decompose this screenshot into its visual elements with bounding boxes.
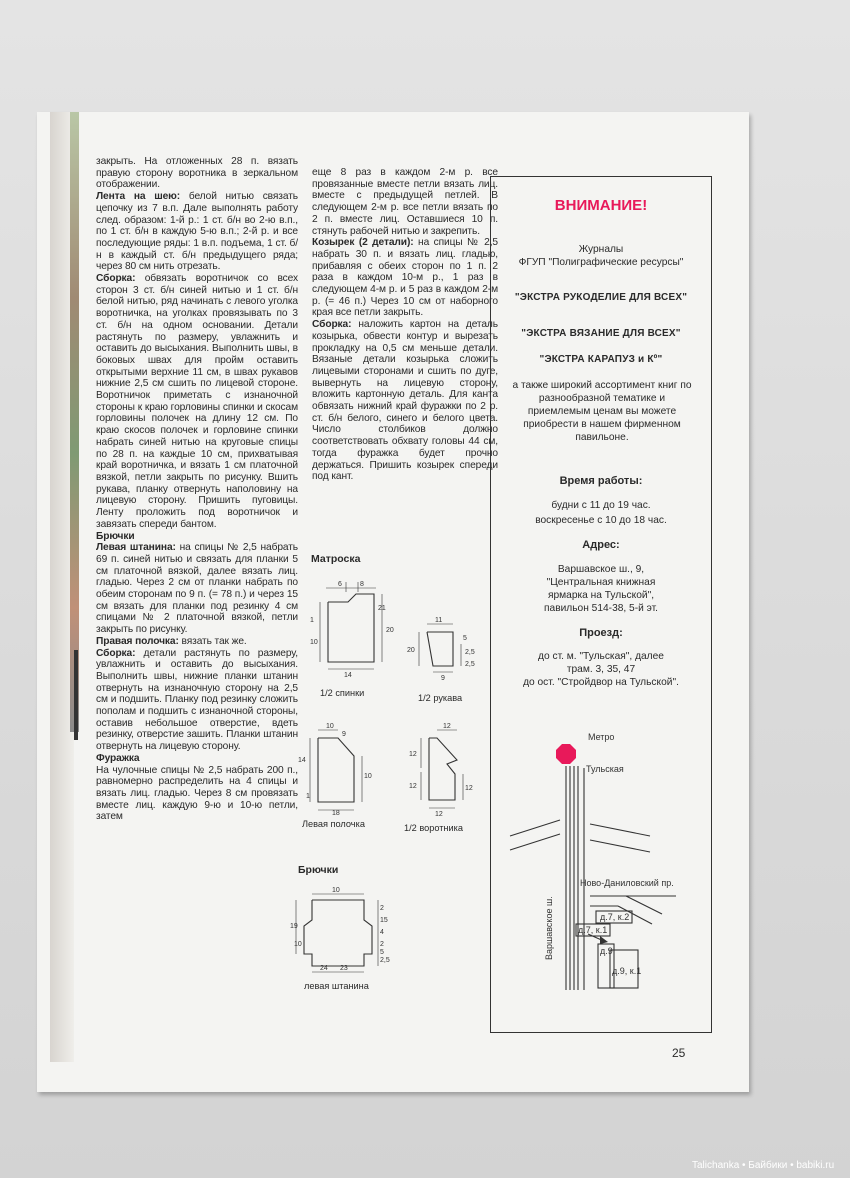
dim-label: 19: [290, 923, 298, 930]
dim-label: 10: [294, 941, 302, 948]
advert-headline: ВНИМАНИЕ!: [554, 197, 648, 214]
hours-weekdays: будни с 11 до 19 час.: [551, 500, 651, 511]
dim-label: 12: [435, 811, 443, 818]
magazine-title-2: "ЭКСТРА ВЯЗАНИЕ ДЛЯ ВСЕХ": [521, 328, 681, 339]
dim-label: 2,5: [380, 957, 390, 964]
pattern-spinka: [300, 574, 400, 684]
dim-label: 2,5: [465, 649, 475, 656]
map-building-label: д.9, к.1: [612, 966, 642, 976]
page-number: 25: [672, 1046, 686, 1060]
dim-label: 5: [380, 949, 384, 956]
map-arrow-icon: [600, 936, 608, 944]
address-line-2: "Центральная книжная ярмарка на Тульской",: [546, 577, 656, 601]
figure-title-bryuchki: Брючки: [298, 864, 339, 876]
binding-shadow: [74, 650, 78, 740]
dim-label: 14: [298, 757, 306, 764]
paragraph: Сборка: наложить картон на деталь козырька, обвести контур и вырезать прокладку на 0,5 см меньше детали. Вязаные детали козырька сложить лицевыми сторонами и сшить по дуге, вывернуть на лицевую сторону, вложить картонную деталь. Для канта обвязать нижний край фуражки по 2 р. ст. б/н белого, синего и белого цвета. Число столбиков должно соответствовать обхвату головы 44 см, тогда фуражка будет прочно держаться. Пришить козырек спереди под кант.: [312, 319, 498, 483]
paragraph: Сборка: детали растянуть по размеру, увлажнить и оставить до высыхания. Выполнить швы, нижние планки штанин отвернуть на изнаночную сторону на 2,5 см и подшить. Планку под резинку сложить пополам и подшить с изнаночной стороны, оставив небольшое отверстие, вдеть резинку, отверстие зашить. Планки штанин отвернуть на лицевую сторону.: [96, 647, 298, 753]
dim-label: 9: [441, 675, 445, 682]
dim-label: 11: [435, 617, 443, 624]
dim-label: 20: [386, 627, 394, 634]
dim-label: 1: [306, 793, 310, 800]
magazine-title-3: "ЭКСТРА КАРАПУЗ и Кº": [539, 354, 663, 365]
caption-shtanina: левая штанина: [304, 981, 369, 991]
paragraph: закрыть. На отложенных 28 п. вязать правую сторону воротника в зеркальном отображении.: [96, 156, 298, 191]
dim-label: 12: [465, 785, 473, 792]
figure-title-matroska: Матроска: [311, 553, 361, 565]
paragraph: еще 8 раз в каждом 2-м р. все провязанные вместе петли вязать лиц. вместе с предыдущей петлей. В следующем 2-м р. все петли вязать по 2 п. вместе лиц. Оставшиеся 10 п. стянуть рабочей нитью и закрепить.: [312, 167, 498, 237]
dim-label: 5: [463, 635, 467, 642]
dim-label: 9: [342, 731, 346, 738]
dim-label: 10: [310, 639, 318, 646]
section-heading: Брючки: [96, 530, 135, 542]
dim-label: 15: [380, 917, 388, 924]
paragraph: Сборка: обвязать воротничок со всех сторон 3 ст. б/н синей нитью и 1 ст. б/н белой нитью, ряд начинать с левого уголка воротничка, на уголках провязывать по 3 ст. б/н на одном основании. Детали растянуть по размеру, увлажнить и оставить до высыхания. Выполнить швы, в боковых швах для пройм оставить открытыми верхние 11 см, в швах рукавов нижние 2,5 см сшить по лицевой стороне. Воротничок приметать с изнаночной стороны к краю горловины спинки и скосам горловины полочек на длину 12 см. По краю скосов полочек и горловине спинки набрать синей нитью на круговые спицы по 28 п. на каждые 10 см, прихватывая край воротничка, и вязать 1 см платочной вязкой, петли закрыть по рисунку. Вшить рукава, планку отвернуть наполовину на лицевую сторону. Пришить пуговицы. Ленту проложить под воротничок и завязать спереди бантом.: [96, 273, 298, 530]
dim-label: 8: [360, 581, 364, 588]
dim-label: 10: [364, 773, 372, 780]
dim-label: 2,5: [465, 661, 475, 668]
paragraph: Козырек (2 детали): на спицы № 2,5 набрать 30 п. и вязать лиц. гладью, прибавляя с обеих сторон по 1 п. 2 раза в каждом 10-м р., 1 раз в следующем 4-м р. и 5 раз в каждом 2-м р. (= 46 п.) Через 10 см от наборного края все петли закрыть.: [312, 237, 498, 319]
map-highway-label: Варшавское ш.: [544, 896, 554, 960]
dim-label: 12: [443, 723, 451, 730]
dim-label: 12: [409, 751, 417, 758]
dim-label: 2: [380, 905, 384, 912]
address-line-3: павильон 514-38, 5-й эт.: [544, 603, 658, 614]
dim-label: 10: [332, 887, 340, 894]
magazine-title-1: "ЭКСТРА РУКОДЕЛИЕ ДЛЯ ВСЕХ": [514, 292, 688, 303]
pattern-vorotnik: [403, 720, 483, 820]
address-title: Адрес:: [582, 539, 620, 551]
dim-label: 10: [326, 723, 334, 730]
map-building-label: д.7, к.1: [578, 925, 608, 935]
dim-label: 18: [332, 810, 340, 816]
route-title: Проезд:: [579, 627, 623, 639]
pattern-shtanina: [290, 882, 400, 980]
dim-label: 20: [407, 647, 415, 654]
map-building-label: д.9: [600, 946, 613, 956]
text-column-1: [96, 156, 298, 823]
map-street-label: Ново-Даниловский пр.: [580, 878, 674, 888]
dim-label: 24: [320, 965, 328, 972]
dim-label: 4: [380, 929, 384, 936]
dim-label: 14: [344, 672, 352, 679]
pattern-polochka: [296, 716, 376, 816]
route-line-1: до ст. м. "Тульская", далее: [538, 651, 664, 662]
hours-title: Время работы:: [559, 475, 643, 487]
hours-sunday: воскресенье с 10 до 18 час.: [535, 515, 667, 526]
advert-body: а также широкий ассортимент книг по разнообразной тематике и приемлемым ценам вы можете приобрести в нашем фирменном павильоне.: [512, 380, 692, 443]
dim-label: 2: [380, 941, 384, 948]
paragraph: Лента на шею: белой нитью связать цепочку из 7 в.п. Дале выполнять работу след. образом: 1-й р.: 1 ст. б/н во 2-ю в.п., по 1 ст. б/н в каждую 5-ю в.п.; 2-й р. и все последующие ряды: 1 в.п. подъема, 1 ст. б/н в каждый ст. б/н предыдущего ряда; через 80 см нить отрезать.: [96, 191, 298, 273]
caption-vorotnik: 1/2 воротника: [404, 823, 463, 833]
caption-spinka: 1/2 спинки: [320, 688, 365, 698]
paragraph: Левая штанина: на спицы № 2,5 набрать 69 п. синей нитью и связать для планки 5 см платочной вязкой, далее вязать лиц. гладью. Через 2 см от планки набрать по обеим сторонам по 9 п. (= 78 п.) и через 15 см вязать для планки под резинку 4 см спицами № 2 платочной вязкой, петли закрыть по рисунку.: [96, 542, 298, 636]
caption-polochka: Левая полочка: [302, 819, 365, 829]
section-heading: Фуражка: [96, 752, 140, 764]
watermark: Talichanka • Байбики • babiki.ru: [692, 1160, 835, 1171]
route-line-2: трам. 3, 35, 47: [566, 664, 636, 675]
location-map: [500, 728, 706, 998]
advert-intro: Журналы ФГУП "Полиграфические ресурсы": [518, 244, 684, 268]
dim-label: 12: [409, 783, 417, 790]
map-station-label: Тульская: [586, 764, 624, 774]
caption-rukav: 1/2 рукава: [418, 693, 463, 703]
dim-label: 23: [340, 965, 348, 972]
pattern-rukav: [405, 614, 485, 686]
metro-icon: [556, 744, 576, 764]
route-line-3: до ост. "Стройдвор на Тульской".: [523, 677, 679, 688]
previous-page-edge: [70, 112, 79, 732]
text-column-2: [312, 167, 498, 483]
dim-label: 21: [378, 605, 386, 612]
dim-label: 1: [310, 617, 314, 624]
paragraph: Правая полочка: вязать так же.: [96, 635, 247, 647]
map-building-label: д.7, к.2: [600, 912, 630, 922]
map-metro-label: Метро: [588, 732, 615, 742]
dim-label: 6: [338, 581, 342, 588]
address-line-1: Варшавское ш., 9,: [557, 564, 645, 575]
paragraph: На чулочные спицы № 2,5 набрать 200 п., равномерно распределить на 4 спицы и вязать лиц. гладью. Через 8 см провязать вместе лиц. каждую 9-ю и 10-ю петли, затем: [96, 764, 298, 823]
